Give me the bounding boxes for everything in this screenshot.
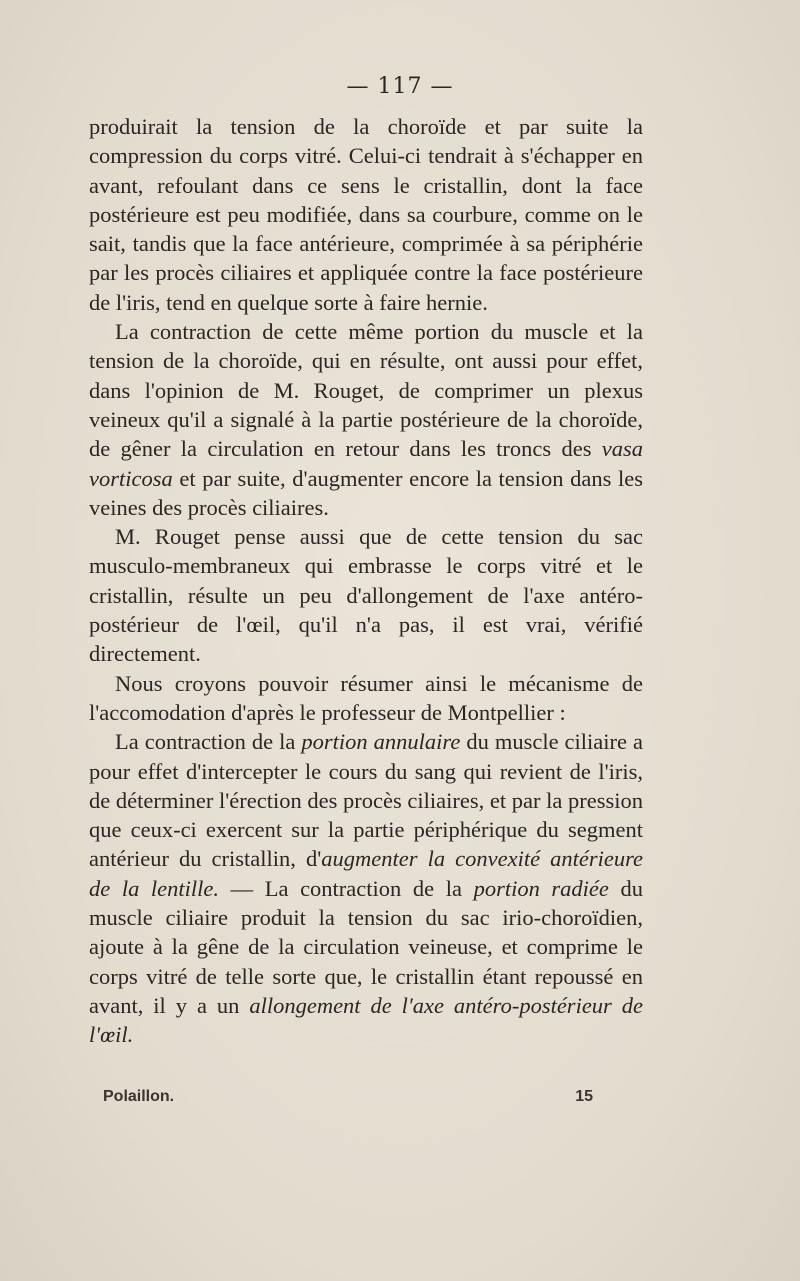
paragraph-5 (89, 727, 643, 1049)
page-number: — 117 — (346, 74, 454, 99)
paragraph-5-italic-1: portion annulaire (301, 729, 461, 755)
paragraph-1: produirait la tension de la choroïde et par suite la compression du corps vitré. Celui-ci tendrait à s'échapper en avant, refoulant dans ce sens le cristallin, dont la face postérieure est peu modifiée, dans sa courbure, comme on le sait, tandis que la face antérieure, comprimée à sa périphérie par les procès ciliaires et appliquée contre la face postérieure de l'iris, tend en quelque sorte à faire hernie. (89, 114, 643, 315)
page-footer (103, 1088, 593, 1106)
footer-author: Polaillon. (103, 1088, 175, 1105)
paragraph-3: M. Rouget pense aussi que de cette tension du sac musculo-membraneux qui embrasse le corps vitré et le cristallin, résulte un peu d'allongement de l'axe antéro-postérieur de l'œil, qu'il n'a pas, il est vrai, vérifié directement. (89, 524, 643, 667)
paragraph-2-text-a: La contraction de cette même portion du muscle et la tension de la choroïde, qui en résulte, ont aussi pour effet, dans l'opinion de M. Rouget, de comprimer un plexus veineux qu'il a signalé à la partie postérieure de la choroïde, de gêner la circulation en retour dans les troncs des (89, 319, 643, 462)
paragraph-5-text-b: du muscle ciliaire a pour effet d'intercepter le cours du sang qui revient de l'iris, de déterminer l'érection des procès ciliaires, et par la pression que ceux-ci exercent sur la partie périphérique du segment antérieur du cristallin, d' (89, 729, 643, 872)
paragraph-5-italic-2: augmenter la convexité antérieure de la lentille. (89, 846, 644, 901)
paragraph-2-text-b: et par suite, d'augmenter encore la tension dans les veines des procès ciliaires. (89, 465, 643, 520)
paragraph-5-text-c: — La contraction de la (219, 875, 474, 901)
paragraph-5-italic-3: portion radiée (473, 875, 609, 901)
paragraph-2-italic: vasa vorticosa (89, 436, 643, 491)
paragraph-2 (89, 317, 643, 522)
paragraph-5-italic-4: allongement de l'axe antéro-postérieur de l'œil. (89, 992, 643, 1048)
paragraph-5-text-a: La contraction de la (115, 729, 302, 755)
body-text (89, 112, 643, 1050)
footer-signature: 15 (575, 1088, 593, 1105)
paragraph-5-text-d: du muscle ciliaire produit la tension du sac irio-choroïdien, ajoute à la gêne de la circulation veineuse, et comprime le corps vitré de telle sorte que, le cristallin étant repoussé en avant, il y a un (89, 875, 644, 1018)
paragraph-4: Nous croyons pouvoir résumer ainsi le mécanisme de l'accomodation d'après le professeur de Montpellier : (89, 670, 643, 725)
